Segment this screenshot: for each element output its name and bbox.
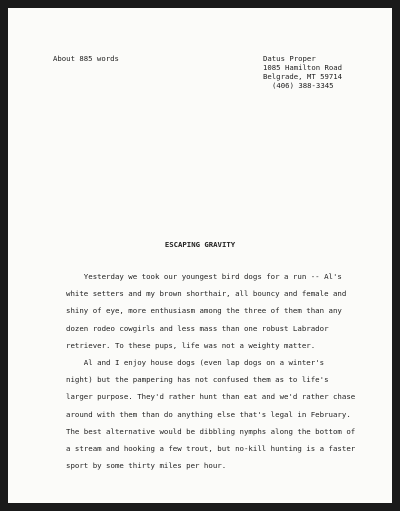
author-street: 1085 Hamilton Road [263,63,343,72]
body-line: sport by some thirty miles per hour. [66,461,227,471]
body-line: larger purpose. They'd rather hunt than eat and we'd rather chase [66,392,356,402]
body-line: dozen rodeo cowgirls and less mass than one robust Labrador [66,323,329,333]
author-phone: (406) 388-3345 [272,81,334,90]
body-text [66,268,366,474]
body-line: white setters and my brown shorthair, all bouncy and female and [66,289,347,299]
body-line: shiny of eye, more enthusiasm among the three of them than any [66,306,342,316]
body-line: night) but the pampering has not confused them as to life's [66,375,329,385]
body-line: around with them than do anything else that's legal in February. [66,409,351,419]
body-line: Yesterday we took our youngest bird dogs for a run -- Al's [66,272,342,281]
manuscript-page [8,8,392,503]
author-name: Datus Proper [263,54,316,63]
author-address-block [263,54,342,90]
body-line: Al and I enjoy house dogs (even lap dogs on a winter's [66,357,325,367]
word-count: About 885 words [53,54,119,63]
document-title: ESCAPING GRAVITY [164,240,236,249]
body-line: The best alternative would be dibbling nymphs along the bottom of [66,426,356,436]
body-line: retriever. To these pups, life was not a weighty matter. [66,340,316,350]
body-line: a stream and hooking a few trout, but no-kill hunting is a faster [66,443,356,453]
author-city: Belgrade, MT 59714 [263,72,343,81]
